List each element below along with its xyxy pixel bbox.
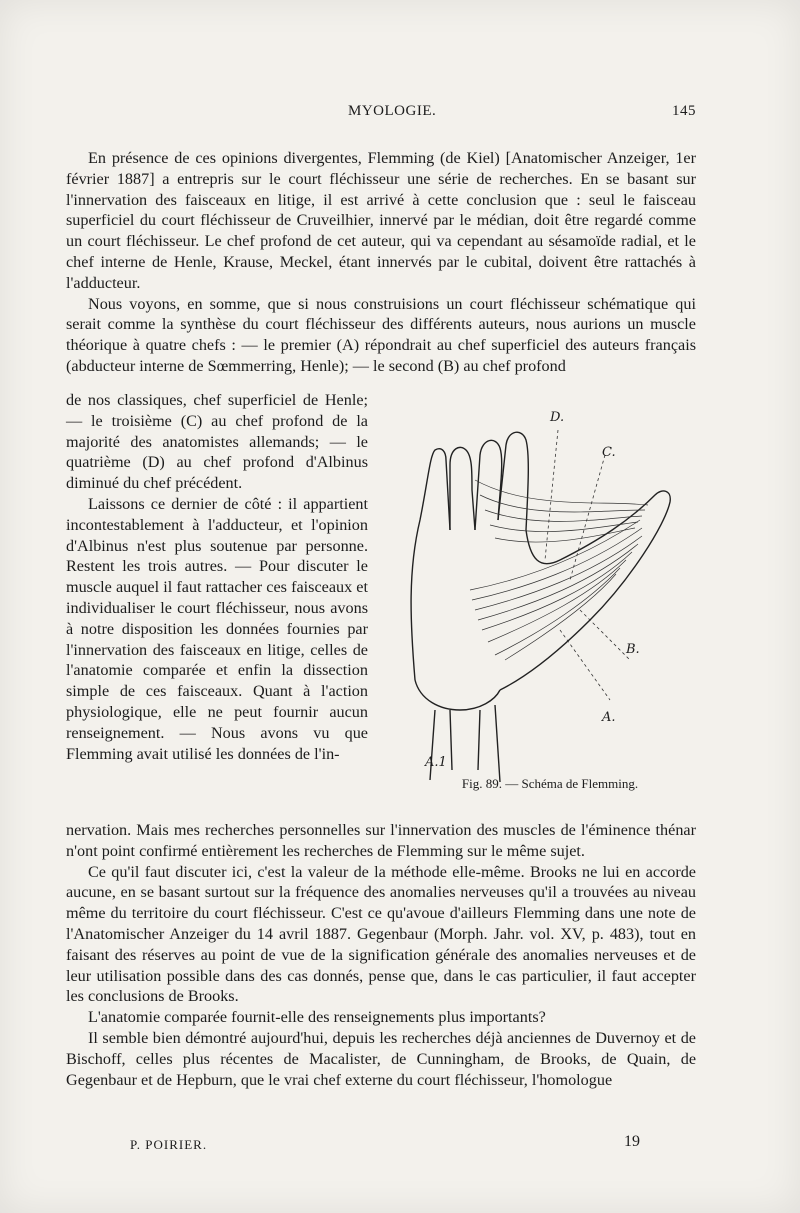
sheet-number: 19 — [624, 1133, 640, 1150]
figure-label-d: D. — [550, 410, 565, 425]
figure-hand-schema — [380, 410, 700, 800]
paragraph-synthese-cont: de nos classiques, chef superficiel de Henle; — le troisième (C) au chef profond de la majorité des anatomistes allemands; — le quatrième (D) au chef profond d'Albinus diminué du chef précédent. — [66, 391, 368, 493]
figure-label-c: C. — [602, 445, 616, 460]
paragraph-discussion: Laissons ce dernier de côté : il appartient incontestablement à l'adducteur, et l'opinion d'Albinus n'est plus soutenue par personne. Restent les trois autres. — Pour discuter le muscle auquel il faut rattacher ces faisceaux et individualiser le court fléchisseur, nous avons à notre disposition les données fournies par l'innervation des faisceaux en litige, celles de l'anatomie comparée et enfin la dissection simple de ces faisceaux. Quant à l'action physiologique, elle ne peut fournir aucun renseignement. — Nous avons vu que Flemming avait utilisé les données de l'in- — [66, 494, 368, 763]
paragraph-synthese: Nous voyons, en somme, que si nous construisions un court fléchisseur schématique qui serait comme la synthèse du court fléchisseur des différents auteurs, nous aurions un muscle théorique à quatre chefs : — le premier (A) répondrait au chef superficiel des auteurs français (abducteur interne de Sœmmerring, Henle); — le second (B) au chef profond — [66, 294, 696, 375]
running-head: MYOLOGIE. — [348, 103, 437, 119]
paragraph-homologue: Il semble bien démontré aujourd'hui, depuis les recherches déjà anciennes de Duvernoy et de Bischoff, celles plus récentes de Macalister, de Cunningham, de Brooks, de Quain, de Gegenbaur et de Hepburn, que le vrai chef externe du court fléchisseur, l'homologue — [66, 1028, 696, 1089]
figure-label-a1: A.1 — [425, 755, 447, 770]
hand-illustration — [380, 410, 700, 800]
paragraph-flemming: En présence de ces opinions divergentes, Flemming (de Kiel) [Anatomischer Anzeiger, 1er février 1887] a entrepris sur le court fléchisseur une série de recherches. En se basant sur l'innervation des faisceaux en litige, il est arrivé à cette conclusion que : seul le faisceau superficiel du court fléchisseur de Cruveilhier, innervé par le médian, doit être regardé comme un court fléchisseur. Le chef profond de cet auteur, qui va cependant au sésamoïde radial, et le chef interne de Henle, Krause, Meckel, étant innervés par le cubital, doivent être rattachés à l'adducteur. — [66, 149, 696, 292]
text-top — [66, 148, 696, 377]
page-number: 145 — [672, 103, 696, 119]
paragraph-methode: Ce qu'il faut discuter ici, c'est la valeur de la méthode elle-même. Brooks ne lui en accorde aucune, en se basant surtout sur la fréquence des anomalies nerveuses qu'il a trouvées au niveau même du territoire du court fléchisseur. C'est ce qu'avoue d'ailleurs Flemming dans une note de l'Anatomischer Anzeiger du 14 avril 1887. Gegenbaur (Morph. Jahr. vol. XV, p. 483), tout en faisant des réserves au point de vue de la signification générale des anomalies nerveuses et de leur utilisation possible dans des cas donnés, pense que, dans le cas particulier, il faut accepter les conclusions de Brooks. — [66, 862, 696, 1006]
printer-signature: P. POIRIER. — [130, 1137, 208, 1152]
paragraph-discussion-cont: nervation. Mais mes recherches personnelles sur l'innervation des muscles de l'éminence thénar n'ont point confirmé entièrement les recherches de Flemming sur le même sujet. — [66, 821, 696, 860]
text-bottom — [66, 820, 696, 1090]
paragraph-anatomie-comparee: L'anatomie comparée fournit-elle des renseignements plus importants? — [88, 1008, 546, 1027]
figure-caption: Fig. 89. — Schéma de Flemming. — [461, 776, 639, 791]
text-left-column — [66, 390, 368, 764]
figure-label-b: B. — [626, 642, 640, 657]
figure-label-a: A. — [602, 710, 616, 725]
